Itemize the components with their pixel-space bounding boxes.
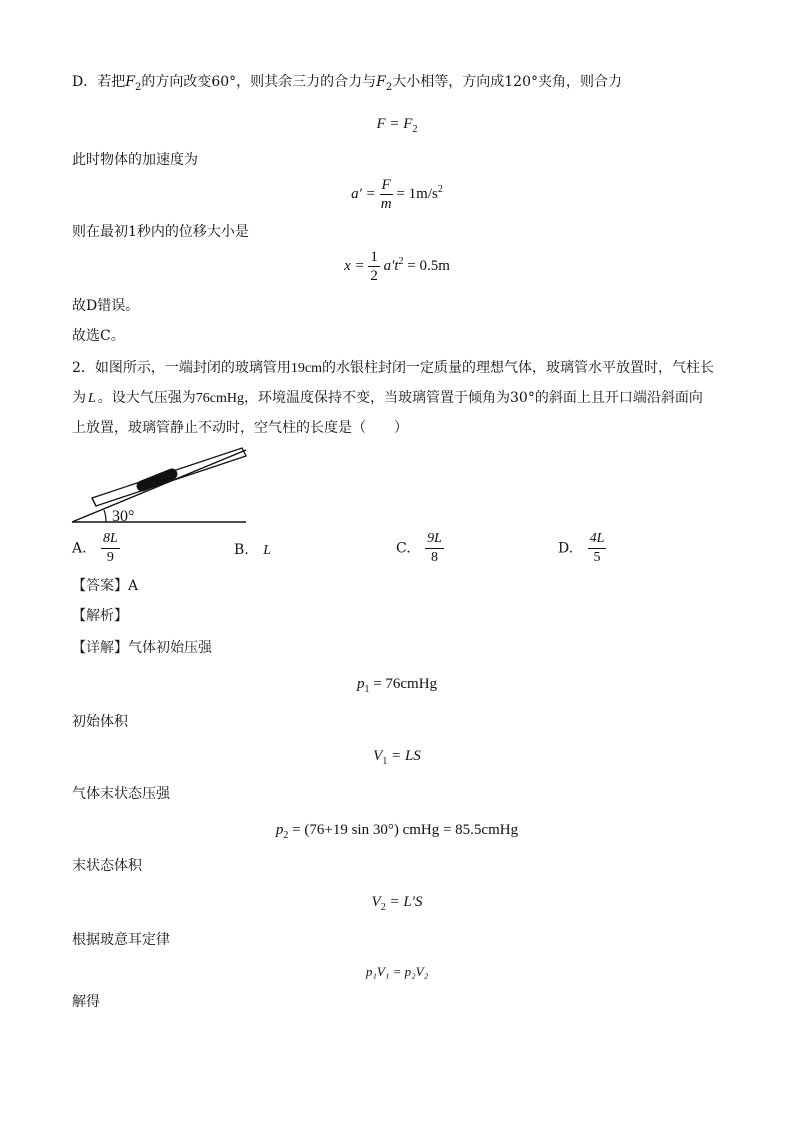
option-letter: D. [558,540,574,557]
angle-arc [104,510,106,522]
subscript: 1 [382,756,388,767]
d-explanation-line [72,72,622,98]
symbol-p: p [356,676,365,692]
subscript: 2 [380,902,386,913]
incline-line [72,450,246,522]
analysis-label: 【解析】 [72,608,128,624]
option-b[interactable] [234,540,271,561]
superscript: 2 [437,183,443,195]
symbol-l: L [88,391,96,406]
eq-lhs: a′ = [351,185,376,202]
fraction [380,176,393,213]
denominator: 8 [431,550,439,565]
mercury-column [142,474,172,486]
text: 的方向改变60°，则其余三力的合力与 [141,74,377,90]
eq-rhs: = 76cmHg [373,676,438,692]
option-letter: C. [396,540,411,557]
option-value: L [263,543,271,558]
fraction [101,530,120,567]
choose-c: 故选C。 [72,328,125,344]
eq-term: a′t [383,257,399,274]
q2-line-2 [72,388,703,409]
numerator: 9L [425,530,444,549]
eq-rhs: = LS [391,748,421,764]
init-volume: 初始体积 [72,714,128,730]
fraction [425,530,444,567]
q2-line-1 [72,358,714,379]
text: 的水银柱封闭一定质量的理想气体，玻璃管水平放置时，气柱长 [322,360,715,376]
equation-boyle [0,962,794,982]
denominator: 9 [106,550,114,565]
subscript: 2 [283,830,289,841]
equation-resultant [0,114,794,140]
text: 76cmHg [195,391,245,406]
disp-intro: 则在最初1秒内的位移大小是 [72,224,249,240]
symbol-f: F [125,74,135,90]
numerator: 8L [101,530,120,549]
numerator: 1 [370,249,378,265]
numerator: F [381,177,391,193]
text: 。设大气压强为 [97,390,196,406]
eq-text: F = F [376,116,413,132]
eq-text: p₁V₁ = p₂V₂ [365,964,429,979]
equation-acceleration [0,176,794,213]
equation-v2 [0,892,794,918]
eq-rhs: = 1m/s [396,185,438,202]
eq-lhs: x = [344,257,365,274]
text: 2．如图所示，一端封闭的玻璃管用 [72,360,291,376]
final-pressure: 气体末状态压强 [72,786,170,802]
text: ，环境温度保持不变，当玻璃管置于倾角为30°的斜面上且开口端沿斜面向 [244,390,703,406]
option-a[interactable] [72,530,120,567]
text: 为 [72,390,86,406]
text: D．若把 [72,74,126,90]
solve-label: 解得 [72,994,100,1010]
superscript: 2 [398,255,404,267]
final-volume: 末状态体积 [72,858,142,874]
option-c[interactable] [396,530,444,567]
incline-figure [68,446,252,528]
denominator: m [380,196,392,212]
eq-rhs: = L′S [389,894,423,910]
option-letter: B. [234,542,249,558]
detail-label: 【详解】气体初始压强 [72,640,212,656]
d-wrong: 故D错误。 [72,298,140,314]
denominator: 5 [593,550,601,565]
equation-p1 [0,674,794,700]
equation-v1 [0,746,794,772]
symbol-p: p [275,822,284,838]
subscript: 2 [412,124,418,135]
subscript: 1 [364,684,370,695]
subscript: 2 [385,82,393,93]
symbol-v: V [371,894,381,910]
symbol-f: F [376,74,386,90]
denominator: 2 [370,268,378,284]
numerator: 4L [588,530,607,549]
option-letter: A. [72,540,87,557]
text: 大小相等，方向成120°夹角，则合力 [392,74,622,90]
answer-label: 【答案】A [72,578,139,594]
equation-displacement [0,248,794,285]
equation-p2 [0,820,794,846]
q2-line-3: 上放置，玻璃管静止不动时，空气柱的长度是（ ） [72,420,408,436]
boyle-law: 根据玻意耳定律 [72,932,170,948]
subscript: 2 [134,82,142,93]
eq-rhs: = (76+19 sin 30°) cmHg = 85.5cmHg [292,822,519,838]
text: 19cm [290,361,323,376]
eq-rhs: = 0.5m [407,257,450,274]
angle-label: 30° [112,508,135,525]
fraction [588,530,607,567]
accel-intro: 此时物体的加速度为 [72,152,198,168]
tube-closed-end [92,498,96,506]
option-d[interactable] [558,530,606,567]
symbol-v: V [373,748,383,764]
fraction [368,248,380,285]
